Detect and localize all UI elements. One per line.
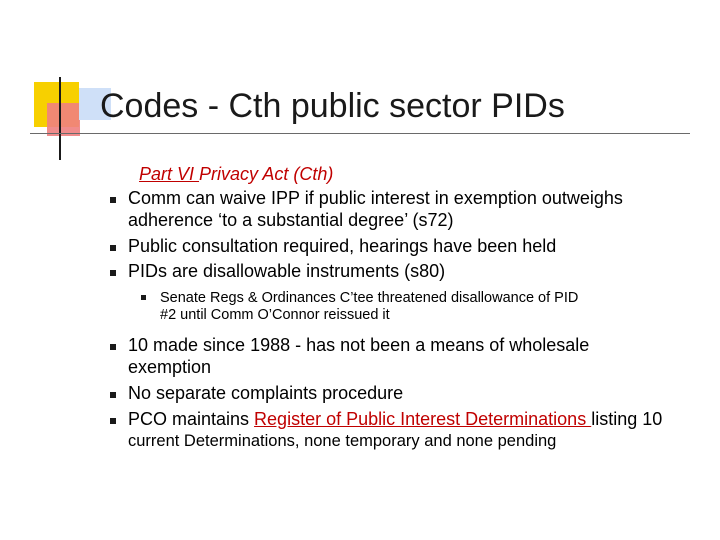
register-link[interactable]: Register of Public Interest Determinations	[254, 409, 592, 429]
intro-line	[139, 163, 333, 185]
bullet-4-line-2: exemption	[128, 357, 212, 377]
bullet-6-line-1	[128, 408, 662, 430]
bullet-6-prefix: PCO maintains	[128, 409, 255, 429]
decor-vertical-line	[59, 77, 61, 160]
bullet-1-line-2: adherence ‘to a substantial degree’ (s72)	[128, 210, 454, 230]
bullet-6-line-2: current Determinations, none temporary and none pending	[128, 432, 557, 450]
bullet-square-icon	[110, 245, 116, 251]
bullet-square-icon	[110, 270, 116, 276]
bullet-5: No separate complaints procedure	[128, 383, 404, 403]
bullet-1-line-1: Comm can waive IPP if public interest in exemption outweighs	[128, 188, 623, 208]
bullet-square-icon	[110, 418, 116, 424]
title-underline-rule	[30, 133, 690, 134]
bullet-square-icon	[110, 392, 116, 398]
bullet-square-icon	[110, 197, 116, 203]
bullet-2: Public consultation required, hearings have been held	[128, 236, 557, 256]
bullet-square-icon	[110, 344, 116, 350]
bullet-4-line-1: 10 made since 1988 - has not been a means of wholesale	[128, 335, 590, 355]
intro-act-text: Privacy Act (Cth)	[199, 164, 334, 184]
sub-bullet-1-line-2: #2 until Comm O’Connor reissued it	[160, 307, 390, 323]
part-vi-link[interactable]: Part VI	[139, 164, 200, 184]
sub-bullet-1-line-1: Senate Regs & Ordinances C’tee threatened disallowance of PID	[160, 290, 579, 306]
decor-red-square	[47, 103, 80, 136]
sub-bullet-square-icon	[141, 295, 146, 300]
bullet-6-suffix: listing 10	[591, 409, 663, 429]
slide-title: Codes - Cth public sector PIDs	[100, 87, 565, 125]
bullet-3: PIDs are disallowable instruments (s80)	[128, 261, 446, 281]
